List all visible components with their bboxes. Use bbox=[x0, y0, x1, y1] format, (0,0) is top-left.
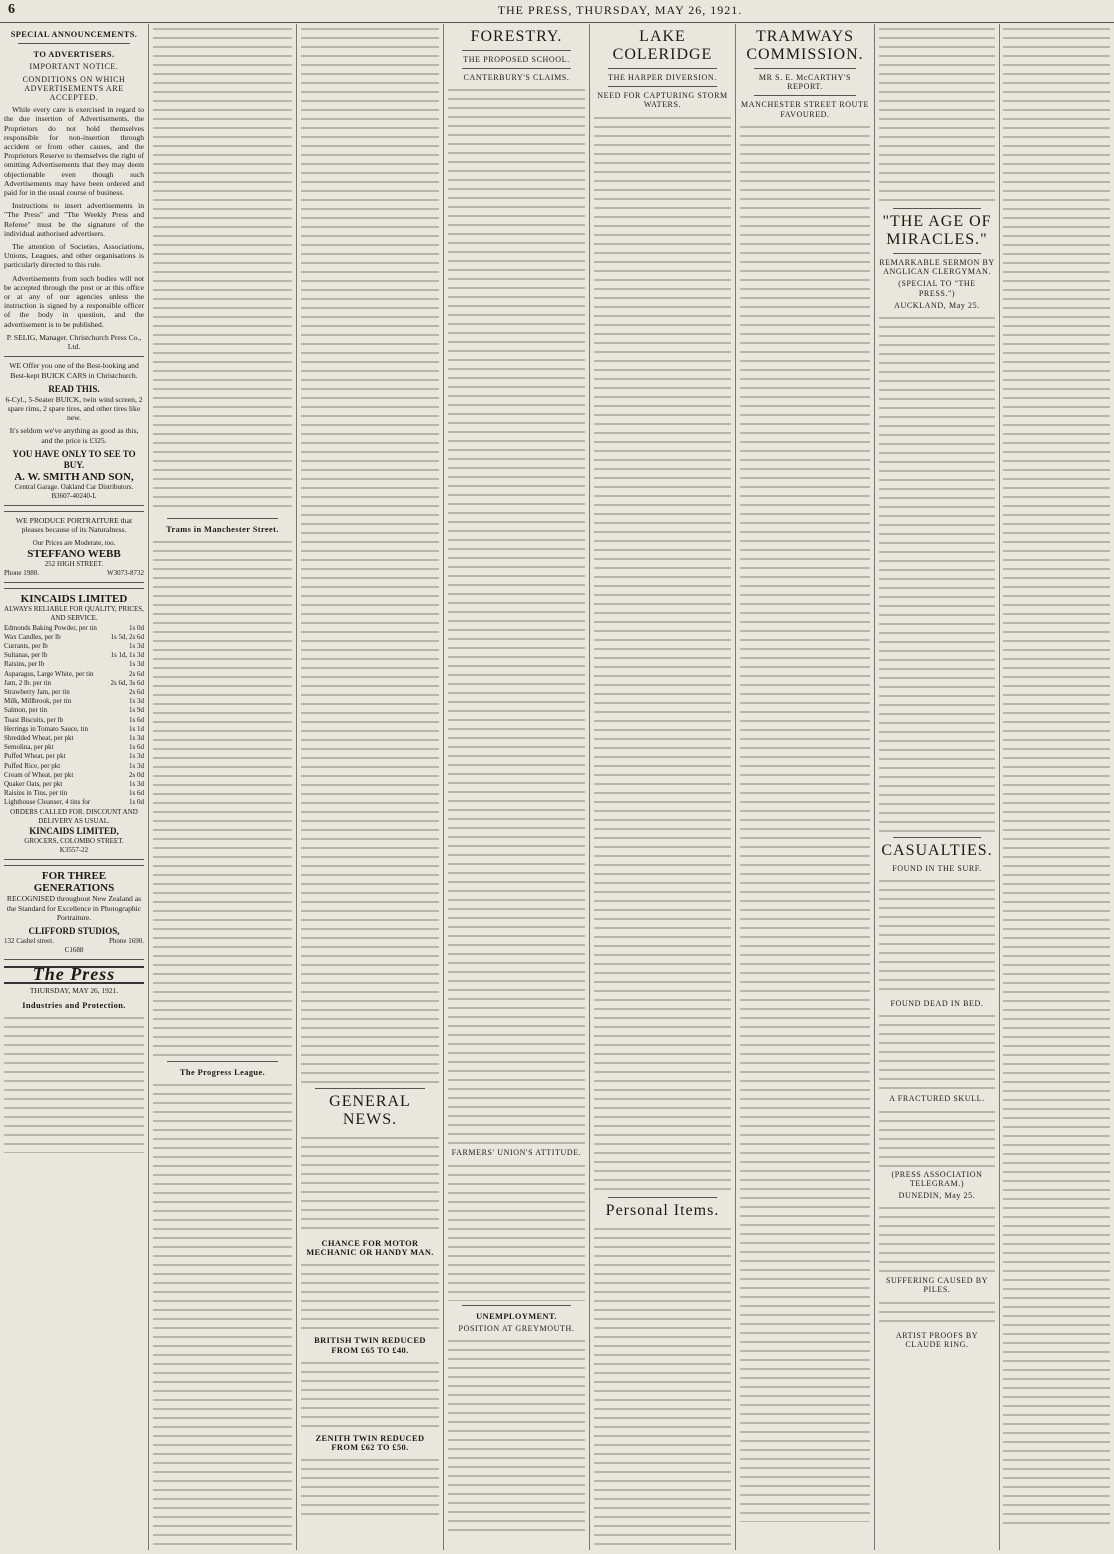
important-notice: IMPORTANT NOTICE. bbox=[29, 62, 119, 72]
remarkable-sermon: REMARKABLE SERMON BY ANGLICAN CLERGYMAN. bbox=[879, 258, 995, 277]
price-list bbox=[4, 624, 144, 808]
casualties-heading: CASUALTIES. bbox=[881, 842, 993, 860]
advertiser-notice-4: Advertisements from such bodies will not be accepted through the post or at this office or at any of our agencies unless the instruction is signed by a responsible officer of the body in question, and the advertisement is to be published. bbox=[4, 273, 144, 329]
fractured-skull-heading: A FRACTURED SKULL. bbox=[889, 1094, 985, 1104]
found-surf-heading: FOUND IN THE SURF. bbox=[892, 864, 982, 874]
price-item: Lighthouse Cleanser, 4 tins for bbox=[4, 798, 91, 807]
chance-heading: CHANCE FOR MOTOR MECHANIC OR HANDY MAN. bbox=[306, 1239, 434, 1258]
divider bbox=[315, 1088, 425, 1089]
buick-ad-lead: WE Offer you one of the Best-looking and Best-kept BUICK CARS in Christchurch. bbox=[9, 361, 139, 380]
buick-price: It's seldom we've anything as good as this, and the price is £325. bbox=[9, 426, 139, 445]
kincaids-title-2: KINCAIDS LIMITED, bbox=[29, 826, 119, 837]
column-3 bbox=[301, 24, 444, 1550]
divider bbox=[462, 1305, 571, 1306]
webb-address: 252 HIGH STREET. bbox=[44, 559, 104, 568]
price-item: Shredded Wheat, per pkt bbox=[4, 733, 74, 742]
kincaids-address: GROCERS, COLOMBO STREET. bbox=[24, 837, 124, 846]
storm-waters: NEED FOR CAPTURING STORM WATERS. bbox=[597, 91, 728, 110]
price-value: 1s 3d bbox=[129, 733, 144, 742]
zenith-heading: ZENITH TWIN REDUCED FROM £62 TO £50. bbox=[315, 1433, 425, 1453]
column-5 bbox=[594, 24, 736, 1550]
price-value: 1s 0d bbox=[129, 623, 144, 632]
nameplate: The Press bbox=[4, 966, 144, 983]
price-row bbox=[4, 771, 144, 780]
advertiser-notice-2: Instructions to insert advertisements in "The Press" and "The Weekly Press and Referee" must be the signature of the individual authorised advertisers. bbox=[4, 201, 144, 238]
price-item: Edmonds Baking Powder, per tin bbox=[4, 623, 97, 632]
portraits-lead: WE PRODUCE PORTRAITURE that pleases because of its Naturalness. bbox=[15, 516, 133, 535]
special-to-press: (SPECIAL TO "THE PRESS.") bbox=[898, 279, 976, 298]
unemployment-heading: UNEMPLOYMENT. bbox=[476, 1311, 557, 1321]
webb-ad bbox=[4, 511, 144, 583]
article-body-illegible bbox=[879, 1011, 995, 1091]
kincaids-code: K3557-22 bbox=[59, 846, 89, 855]
steffano-webb: STEFFANO WEBB bbox=[27, 547, 121, 560]
price-row bbox=[4, 706, 144, 715]
masthead bbox=[0, 0, 1114, 23]
divider bbox=[893, 253, 981, 254]
column-2 bbox=[153, 24, 297, 1550]
price-item: Currants, per lb bbox=[4, 641, 48, 650]
price-value: 1s 3d bbox=[129, 752, 144, 761]
kincaids-ad bbox=[4, 588, 144, 860]
article-body-illegible bbox=[448, 85, 585, 1145]
farmers-union-heading: FARMERS' UNION'S ATTITUDE. bbox=[451, 1148, 582, 1158]
column-7 bbox=[879, 24, 1000, 1550]
article-body-illegible bbox=[448, 1161, 585, 1301]
advertiser-notice-1: While every care is exercised in regard to the due insertion of Advertisements, the Proprietors do not hold themselves responsible for non-insertion through accident or from other causes, and the Proprietors Reserve to themselves the right of omitting Advertisements that they may deem objectionable even though such Advertisements may have been ordered and paid for in the usual course of business. bbox=[4, 105, 144, 198]
page-number: 6 bbox=[8, 2, 15, 17]
column-4 bbox=[448, 24, 590, 1550]
proposed-school: THE PROPOSED SCHOOL. bbox=[463, 55, 570, 64]
price-value: 2s 6d bbox=[129, 669, 144, 678]
clifford-address: 132 Cashel street. bbox=[4, 937, 54, 946]
price-value: 1s 3d bbox=[129, 780, 144, 788]
price-item: Raisins, per lb bbox=[4, 660, 45, 669]
price-row bbox=[4, 697, 144, 706]
price-item: Semolina, per pkt bbox=[4, 743, 54, 752]
clifford-studios: CLIFFORD STUDIOS, bbox=[28, 926, 120, 937]
divider bbox=[608, 86, 717, 87]
signature: P. SELIG, Manager. Christchurch Press Co., Ltd. bbox=[6, 332, 142, 352]
price-value: 1s 6d bbox=[129, 789, 144, 798]
webb-code: W3073-8732 bbox=[107, 568, 144, 577]
special-announcements-heading: SPECIAL ANNOUNCEMENTS. bbox=[10, 30, 138, 39]
divider bbox=[167, 518, 278, 519]
price-row bbox=[4, 660, 144, 669]
masthead-title: THE PRESS, THURSDAY, MAY 26, 1921. bbox=[497, 3, 743, 17]
canterbury-claims: CANTERBURY'S CLAIMS. bbox=[463, 73, 570, 83]
article-body-illegible bbox=[740, 122, 870, 1522]
divider bbox=[608, 1197, 717, 1198]
divider bbox=[167, 1061, 278, 1062]
column-1 bbox=[4, 24, 149, 1550]
to-advertisers-heading: TO ADVERTISERS. bbox=[33, 50, 115, 60]
found-bed-heading: FOUND DEAD IN BED. bbox=[890, 999, 984, 1009]
price-value: 1s 9d bbox=[129, 706, 144, 715]
article-body-illegible bbox=[879, 313, 995, 833]
price-value: 1s 3d bbox=[129, 697, 144, 706]
advertiser-notice-3: The attention of Societies, Associations, Unions, Leagues, and other organisations is particularly directed to this rule. bbox=[4, 242, 144, 270]
price-row bbox=[4, 752, 144, 761]
prices-moderate: Our Prices are Moderate, too. bbox=[32, 538, 116, 547]
manchester-route: MANCHESTER STREET ROUTE FAVOURED. bbox=[741, 100, 869, 119]
article-body-illegible bbox=[879, 24, 995, 204]
price-value: 1s 0d bbox=[129, 798, 144, 807]
issue-date: THURSDAY, MAY 26, 1921. bbox=[29, 985, 119, 995]
greymouth-heading: POSITION AT GREYMOUTH. bbox=[458, 1323, 575, 1333]
price-row bbox=[4, 679, 144, 688]
price-value: 1s 6d bbox=[129, 715, 144, 724]
british-twin-heading: BRITISH TWIN REDUCED FROM £65 TO £40. bbox=[314, 1336, 426, 1355]
price-row bbox=[4, 624, 144, 633]
article-body-illegible bbox=[301, 1358, 439, 1428]
artist-proofs-heading: ARTIST PROOFS BY CLAUDE RING. bbox=[895, 1330, 979, 1349]
divider bbox=[462, 68, 571, 69]
piles-heading: SUFFERING CAUSED BY PILES. bbox=[885, 1276, 989, 1295]
column-6 bbox=[740, 24, 875, 1550]
price-value: 1s 1d, 1s 3d bbox=[110, 651, 144, 660]
price-value: 1s 3d bbox=[129, 641, 144, 650]
harper-diversion: THE HARPER DIVERSION. bbox=[608, 73, 717, 82]
price-row bbox=[4, 762, 144, 771]
columns bbox=[0, 24, 1114, 1554]
price-row bbox=[4, 651, 144, 660]
article-body-illegible bbox=[594, 113, 731, 1193]
article-body-illegible bbox=[153, 1080, 292, 1550]
auckland-dateline: AUCKLAND, May 25. bbox=[894, 300, 980, 310]
price-item: Sultanas, per lb bbox=[4, 651, 48, 660]
press-association: (PRESS ASSOCIATION TELEGRAM.) bbox=[891, 1169, 983, 1188]
general-news-heading: GENERAL NEWS. bbox=[329, 1093, 411, 1128]
divider bbox=[608, 68, 717, 69]
forestry-heading: FORESTRY. bbox=[470, 28, 563, 45]
article-body-illegible bbox=[301, 1133, 439, 1233]
price-value: 2s 6d bbox=[129, 687, 144, 696]
price-row bbox=[4, 716, 144, 725]
price-item: Salmon, per tin bbox=[4, 706, 47, 715]
smith-subtitle: Central Garage. Oakland Car Distributors. bbox=[14, 482, 134, 491]
trams-heading: Trams in Manchester Street. bbox=[166, 525, 279, 534]
article-body-illegible bbox=[153, 537, 292, 1057]
price-value: 1s 3d bbox=[129, 660, 144, 669]
divider bbox=[18, 43, 130, 44]
lake-coleridge-heading: LAKE COLERIDGE bbox=[612, 28, 713, 63]
clifford-row bbox=[4, 937, 144, 946]
price-row bbox=[4, 734, 144, 743]
price-value: 1s 6d bbox=[129, 743, 144, 752]
buick-detail: 6-Cyl., 5-Seater BUICK, twin wind screen, 2 spare rims, 2 spare tires, and other tires like new. bbox=[5, 394, 143, 423]
price-row bbox=[4, 743, 144, 752]
dunedin-dateline: DUNEDIN, May 25. bbox=[898, 1191, 976, 1201]
article-body-illegible bbox=[153, 24, 292, 514]
price-value: 1s 5d, 2s 6d bbox=[110, 632, 144, 641]
divider bbox=[754, 68, 856, 69]
price-item: Raisins in Tins, per tin bbox=[4, 789, 68, 798]
article-body-illegible bbox=[879, 1107, 995, 1167]
price-item: Puffed Rice, per pkt bbox=[4, 761, 61, 770]
webb-phone-row bbox=[4, 569, 144, 578]
price-row bbox=[4, 780, 144, 789]
price-item: Milk, Millbrook, per tin bbox=[4, 697, 72, 706]
price-row bbox=[4, 725, 144, 734]
price-row bbox=[4, 633, 144, 642]
read-this: READ THIS. bbox=[48, 383, 100, 394]
price-value: 2s 0d bbox=[129, 770, 144, 779]
article-body-illegible bbox=[879, 1298, 995, 1328]
price-value: 2s 6d, 3s 6d bbox=[110, 678, 144, 687]
three-generations: FOR THREE GENERATIONS bbox=[33, 870, 115, 895]
article-body-illegible bbox=[301, 24, 439, 1084]
smith-code: B3607-40240-L bbox=[51, 491, 97, 500]
article-body-illegible bbox=[301, 1260, 439, 1330]
you-have-only: YOU HAVE ONLY TO SEE TO BUY. bbox=[12, 448, 136, 470]
mccarthy-report: MR S. E. McCARTHY'S REPORT. bbox=[758, 73, 852, 92]
smith-and-son: A. W. SMITH AND SON, bbox=[14, 470, 134, 483]
price-row bbox=[4, 642, 144, 651]
conditions-heading: CONDITIONS ON WHICH ADVERTISEMENTS ARE ACCEPTED. bbox=[22, 74, 126, 103]
price-row bbox=[4, 798, 144, 807]
divider bbox=[893, 837, 981, 838]
article-body-illegible bbox=[301, 1455, 439, 1515]
price-item: Cream of Wheat, per pkt bbox=[4, 770, 74, 779]
price-row bbox=[4, 670, 144, 679]
divider bbox=[462, 50, 571, 51]
webb-phone: Phone 1980. bbox=[4, 568, 39, 577]
divider bbox=[893, 208, 981, 209]
industries-heading: Industries and Protection. bbox=[22, 1000, 126, 1010]
article-body-illegible bbox=[879, 876, 995, 996]
price-item: Herrings in Tomato Sauce, tin bbox=[4, 724, 88, 733]
age-of-miracles-heading: "THE AGE OF MIRACLES." bbox=[882, 213, 992, 248]
kincaids-orders: ORDERS CALLED FOR. DISCOUNT AND DELIVERY AS USUAL. bbox=[10, 807, 138, 825]
tramways-commission-heading: TRAMWAYS COMMISSION. bbox=[746, 28, 864, 63]
article-body-illegible bbox=[448, 1336, 585, 1536]
progress-heading: The Progress League. bbox=[179, 1068, 266, 1078]
article-body-illegible bbox=[1003, 24, 1110, 1524]
price-item: Strawberry Jam, per tin bbox=[4, 687, 70, 696]
clifford-phone: Phone 1690. bbox=[109, 937, 144, 946]
price-value: 1s 1d bbox=[129, 724, 144, 733]
article-body-illegible bbox=[594, 1224, 731, 1550]
buick-ad bbox=[4, 356, 144, 506]
price-item: Asparagus, Large White, per tin bbox=[4, 669, 94, 678]
price-item: Toast Biscuits, per lb bbox=[4, 715, 64, 724]
price-item: Quaker Oats, per pkt bbox=[4, 780, 63, 788]
price-row bbox=[4, 688, 144, 697]
personal-items-heading: Personal Items. bbox=[605, 1201, 720, 1219]
price-item: Jam, 2 lb. per tin bbox=[4, 678, 52, 687]
price-row bbox=[4, 789, 144, 798]
clifford-code: C1688 bbox=[64, 946, 84, 955]
kincaids-title: KINCAIDS LIMITED bbox=[20, 593, 128, 606]
clifford-ad bbox=[4, 865, 144, 960]
recognised: RECOGNISED throughout New Zealand as the Standard for Excellence in Photographic Portraiture. bbox=[6, 894, 142, 922]
article-body-illegible bbox=[4, 1013, 144, 1153]
column-8-cropped bbox=[1003, 24, 1110, 1550]
price-item: Puffed Wheat, per pkt bbox=[4, 752, 66, 761]
divider bbox=[754, 95, 856, 96]
article-body-illegible bbox=[879, 1203, 995, 1273]
price-value: 1s 3d bbox=[129, 761, 144, 770]
kincaids-subtitle: ALWAYS RELIABLE FOR QUALITY, PRICES, AND SERVICE. bbox=[4, 605, 144, 623]
price-item: Wax Candles, per lb bbox=[4, 632, 61, 641]
